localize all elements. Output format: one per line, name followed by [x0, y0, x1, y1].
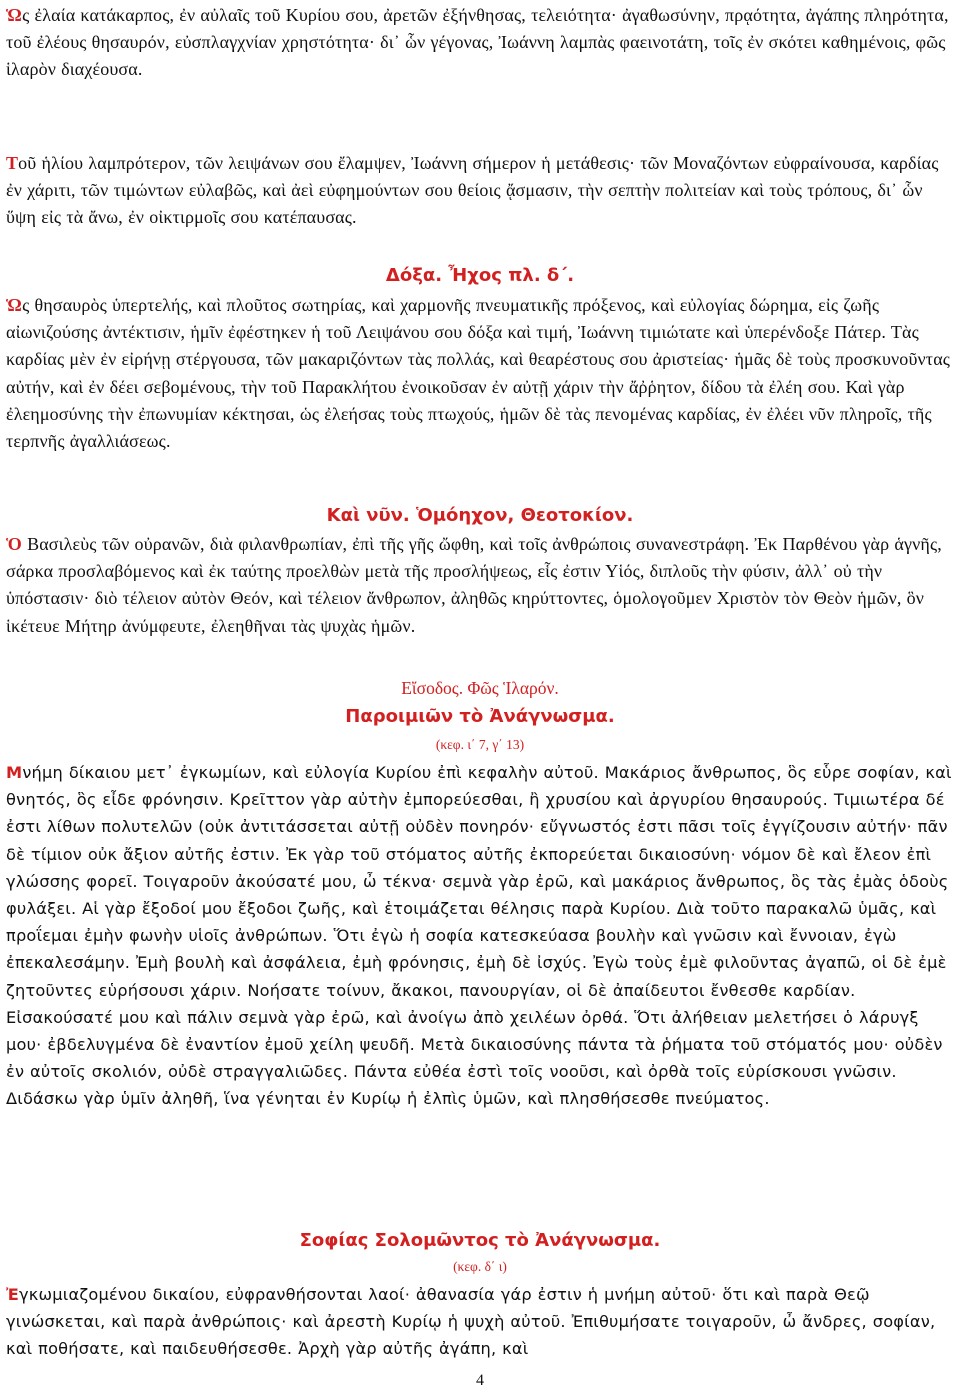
reading-title-proverbs: Παροιμιῶν τὸ Ἀνάγνωσμα.: [345, 706, 615, 727]
rubric-doxa: Δόξα. Ἦχος πλ. δ΄.: [385, 265, 575, 286]
hymn-paragraph-3: [6, 292, 956, 455]
theotokion-paragraph: [6, 531, 956, 640]
reading-paragraph-wisdom: [6, 1281, 956, 1363]
reading-title-wisdom: Σοφίας Σολομῶντος τὸ Ἀνάγνωσμα.: [299, 1230, 661, 1251]
hymn-paragraph-1: [6, 2, 956, 84]
hymn-paragraph-2: [6, 150, 956, 232]
initial-letter: Τ: [6, 153, 19, 173]
page-number: 4: [476, 1372, 484, 1389]
rubric-kai-nyn: Καὶ νῦν. Ὁμόηχον, Θεοτοκίον.: [326, 505, 634, 526]
paragraph-text: Βασιλεὺς τῶν οὐρανῶν, διὰ φιλανθρωπίαν, ἐπὶ τῆς γῆς ὤφθη, καὶ τοῖς ἀνθρώποις συνανεστράφη. Ἐκ Παρθένου γὰρ ἁγνῆς, σάρκα προσλαβόμενος καὶ ἐκ ταύτης προελθὼν μετὰ τῆς προσλήψεως, εἷς ἐστιν Υἱός, διπλοῦς τὴν φύσιν, ἀλλ᾽ οὐ τὴν ὑπόστασιν· διὸ τέλειον αὐτὸν Θεόν, καὶ τέλειον ἄνθρωπον, ἀληθῶς κηρύττοντες, ὁμολογοῦμεν Χριστὸν τὸν Θεὸν ἡμῶν, ὃν ἱκέτευε Μήτηρ ἀνύμφευτε, ἐλεηθῆναι τὰς ψυχὰς ἡμῶν.: [6, 534, 942, 636]
reading-paragraph-proverbs: [6, 759, 956, 1113]
reading-reference-proverbs: (κεφ. ι΄ 7, γ΄ 13): [435, 737, 525, 752]
initial-letter: Μ: [6, 763, 23, 782]
initial-letter: Ὡ: [6, 295, 23, 315]
paragraph-text: νήμη δίκαιου μετ᾽ ἐγκωμίων, καὶ εὐλογία Κυρίου ἐπὶ κεφαλὴν αὐτοῦ. Μακάριος ἄνθρωπος, ὃς εὗρε σοφίαν, καὶ θνητός, ὃς εἶδε φρόνησιν. Κρεῖττον γὰρ αὐτὴν ἐμπορεύεσθαι, ἢ χρυσίου καὶ ἀργυρίου θησαυρούς. Τιμιωτέρα δέ ἐστι λίθων πολυτελῶν (οὐκ ἀντιτάσσεται αὐτῇ οὐδὲν πονηρόν· εὔγνωστός ἐστι πᾶσι τοῖς ἐγγίζουσιν αὐτήν· πᾶν δὲ τίμιον οὐκ ἄξιον αὐτῆς ἐστιν. Ἐκ γὰρ τοῦ στόματος αὐτῆς ἐκπορεύεται δικαιοσύνη· νόμον δὲ καὶ ἔλεον ἐπὶ γλώσσης φορεῖ. Τοιγαροῦν ἀκούσατέ μου, ὦ τέκνα· σεμνὰ γὰρ ἐρῶ, καὶ μακάριος ἄνθρωπος, ὃς τὰς ἐμὰς ὁδοὺς φυλάξει. Αἱ γὰρ ἔξοδοί μου ἔξοδοι ζωῆς, καὶ ἑτοιμάζεται θέλησις παρὰ Κυρίου. Διὰ τοῦτο παρακαλῶ ὑμᾶς, καὶ προΐεμαι ἐμὴν φωνὴν υἱοῖς ἀνθρώπων. Ὅτι ἐγὼ ἡ σοφία κατεσκεύασα βουλὴν καὶ γνῶσιν καὶ ἔννοιαν, ἐγὼ ἐπεκαλεσάμην. Ἐμὴ βουλὴ καὶ ἀσφάλεια, ἐμὴ φρόνησις, ἐμὴ δὲ ἰσχύς. Ἐγὼ τοὺς ἐμὲ φιλοῦντας ἀγαπῶ, οἱ δὲ ἐμὲ ζητοῦντες εὑρήσουσι χάριν. Νοήσατε τοίνυν, ἄκακοι, πανουργίαν, οἱ δὲ ἀπαίδευτοι ἔνθεσθε καρδίαν. Εἰσακούσατέ μου καὶ πάλιν σεμνὰ γὰρ ἐρῶ, καὶ ἀνοίγω ἀπὸ χειλέων ὀρθά. Ὅτι ἀλήθειαν μελετήσει ὁ λάρυγξ μου· ἐβδελυγμένα δὲ ἐναντίον ἐμοῦ χείλη ψευδῆ. Μετὰ δικαιοσύνης πάντα τὰ ῥήματα τοῦ στόματός μου· οὐδὲν ἐν αὐτοῖς σκολιόν, οὐδὲ στραγγαλιῶδες. Πάντα εὐθέα ἐστὶ τοῖς νοοῦσι, καὶ ὀρθὰ τοῖς εὑρίσκουσι γνῶσιν. Διδάσκω γὰρ ὑμῖν ἀληθῆ, ἵνα γένηται ἐν Κυρίῳ ἡ ἐλπὶς ὑμῶν, καὶ πλησθήσεσθε πνεύματος.: [6, 763, 952, 1109]
initial-letter: Ὡ: [6, 5, 23, 25]
paragraph-text: ς θησαυρὸς ὑπερτελής, καὶ πλοῦτος σωτηρίας, καὶ χαρμονῆς πνευματικῆς πρόξενος, καὶ εὐλογίας δώρημα, εἰς ζωῆς αἰωνιζούσης ἀντέκτισιν, ἡμῖν ἐφέστηκεν ἡ τοῦ Λειψάνου σου δόξα καὶ τιμή, Ἰωάννη τιμιώτατε καὶ ὑπερένδοξε Πάτερ. Τὰς καρδίας μὲν ἐν εἰρήνῃ στέργουσα, τῶν μακαριζόντων τὰς πολλάς, καὶ θεαρέστους σου ἀριστείας· ἡμᾶς δὲ τοὺς προσκυνοῦντας αὐτήν, καὶ ἐν δέει σεβομένους, τὴν τοῦ Παρακλήτου ἐνοικοῦσαν ἐν αὐτῇ χάριν τὴν ἄῤῥητον, δίδου τὰ ἐλέη σου. Καὶ γὰρ ἐλεημοσύνης τὴν ἐπωνυμίαν κέκτησαι, ὡς ἐλεήσας τοὺς πτωχούς, ἡμῶν δὲ τὰς πενομένας καρδίας, ἐν ἐλέει νῦν πληροῖς, τῆς τερπνῆς ἀγαλλιάσεως.: [6, 295, 951, 452]
initial-letter: Ἐ: [6, 1285, 20, 1304]
paragraph-text: γκωμιαζομένου δικαίου, εὐφρανθήσονται λαοί· ἀθανασία γάρ ἐστιν ἡ μνήμη αὐτοῦ· ὅτι καὶ παρὰ Θεῷ γινώσκεται, καὶ παρὰ ἀνθρώποις· καὶ ἀρεστὴ Κυρίῳ ἡ ψυχὴ αὐτοῦ. Ἐπιθυμήσατε τοιγαροῦν, ὦ ἄνδρες, σοφίαν, καὶ ποθήσατε, καὶ παιδευθήσεσθε. Ἀρχὴ γὰρ αὐτῆς ἀγάπη, καὶ: [6, 1285, 936, 1359]
reading-reference-wisdom: (κεφ. δ΄ ι): [453, 1259, 507, 1274]
initial-letter: Ὁ: [6, 534, 22, 554]
paragraph-text: οῦ ἡλίου λαμπρότερον, τῶν λειψάνων σου ἔλαμψεν, Ἰωάννη σήμερον ἡ μετάθεσις· τῶν Μοναζόντων εὐφραίνουσα, καρδίας ἐν χάριτι, τῶν τιμώντων εὐλαβῶς, καὶ ἀεὶ εὐφημούντων σου θείοις ᾄσμασιν, τὴν σεπτὴν πολιτείαν καὶ τοὺς τρόπους, δι᾽ ὧν ὕψη εἰς τὰ ἄνω, ἐν οἰκτιρμοῖς σου κατέπαυσας.: [6, 153, 939, 228]
paragraph-text: ς ἐλαία κατάκαρπος, ἐν αὐλαῖς τοῦ Κυρίου σου, ἀρετῶν ἐξήνθησας, τελειότητα· ἀγαθωσύνην, πρᾳότητα, ἀγάπης πληρότητα, τοῦ ἐλέους θησαυρόν, εὐσπλαγχνίαν χρηστότητα· δι᾽ ὧν γέγονας, Ἰωάννη λαμπὰς φαεινοτάτη, τοῖς ἐν σκότει καθημένοις, φῶς ἱλαρὸν διαχέουσα.: [6, 5, 949, 80]
rubric-eisodos: Εἴσοδος. Φῶς Ἱλαρόν.: [401, 678, 559, 698]
